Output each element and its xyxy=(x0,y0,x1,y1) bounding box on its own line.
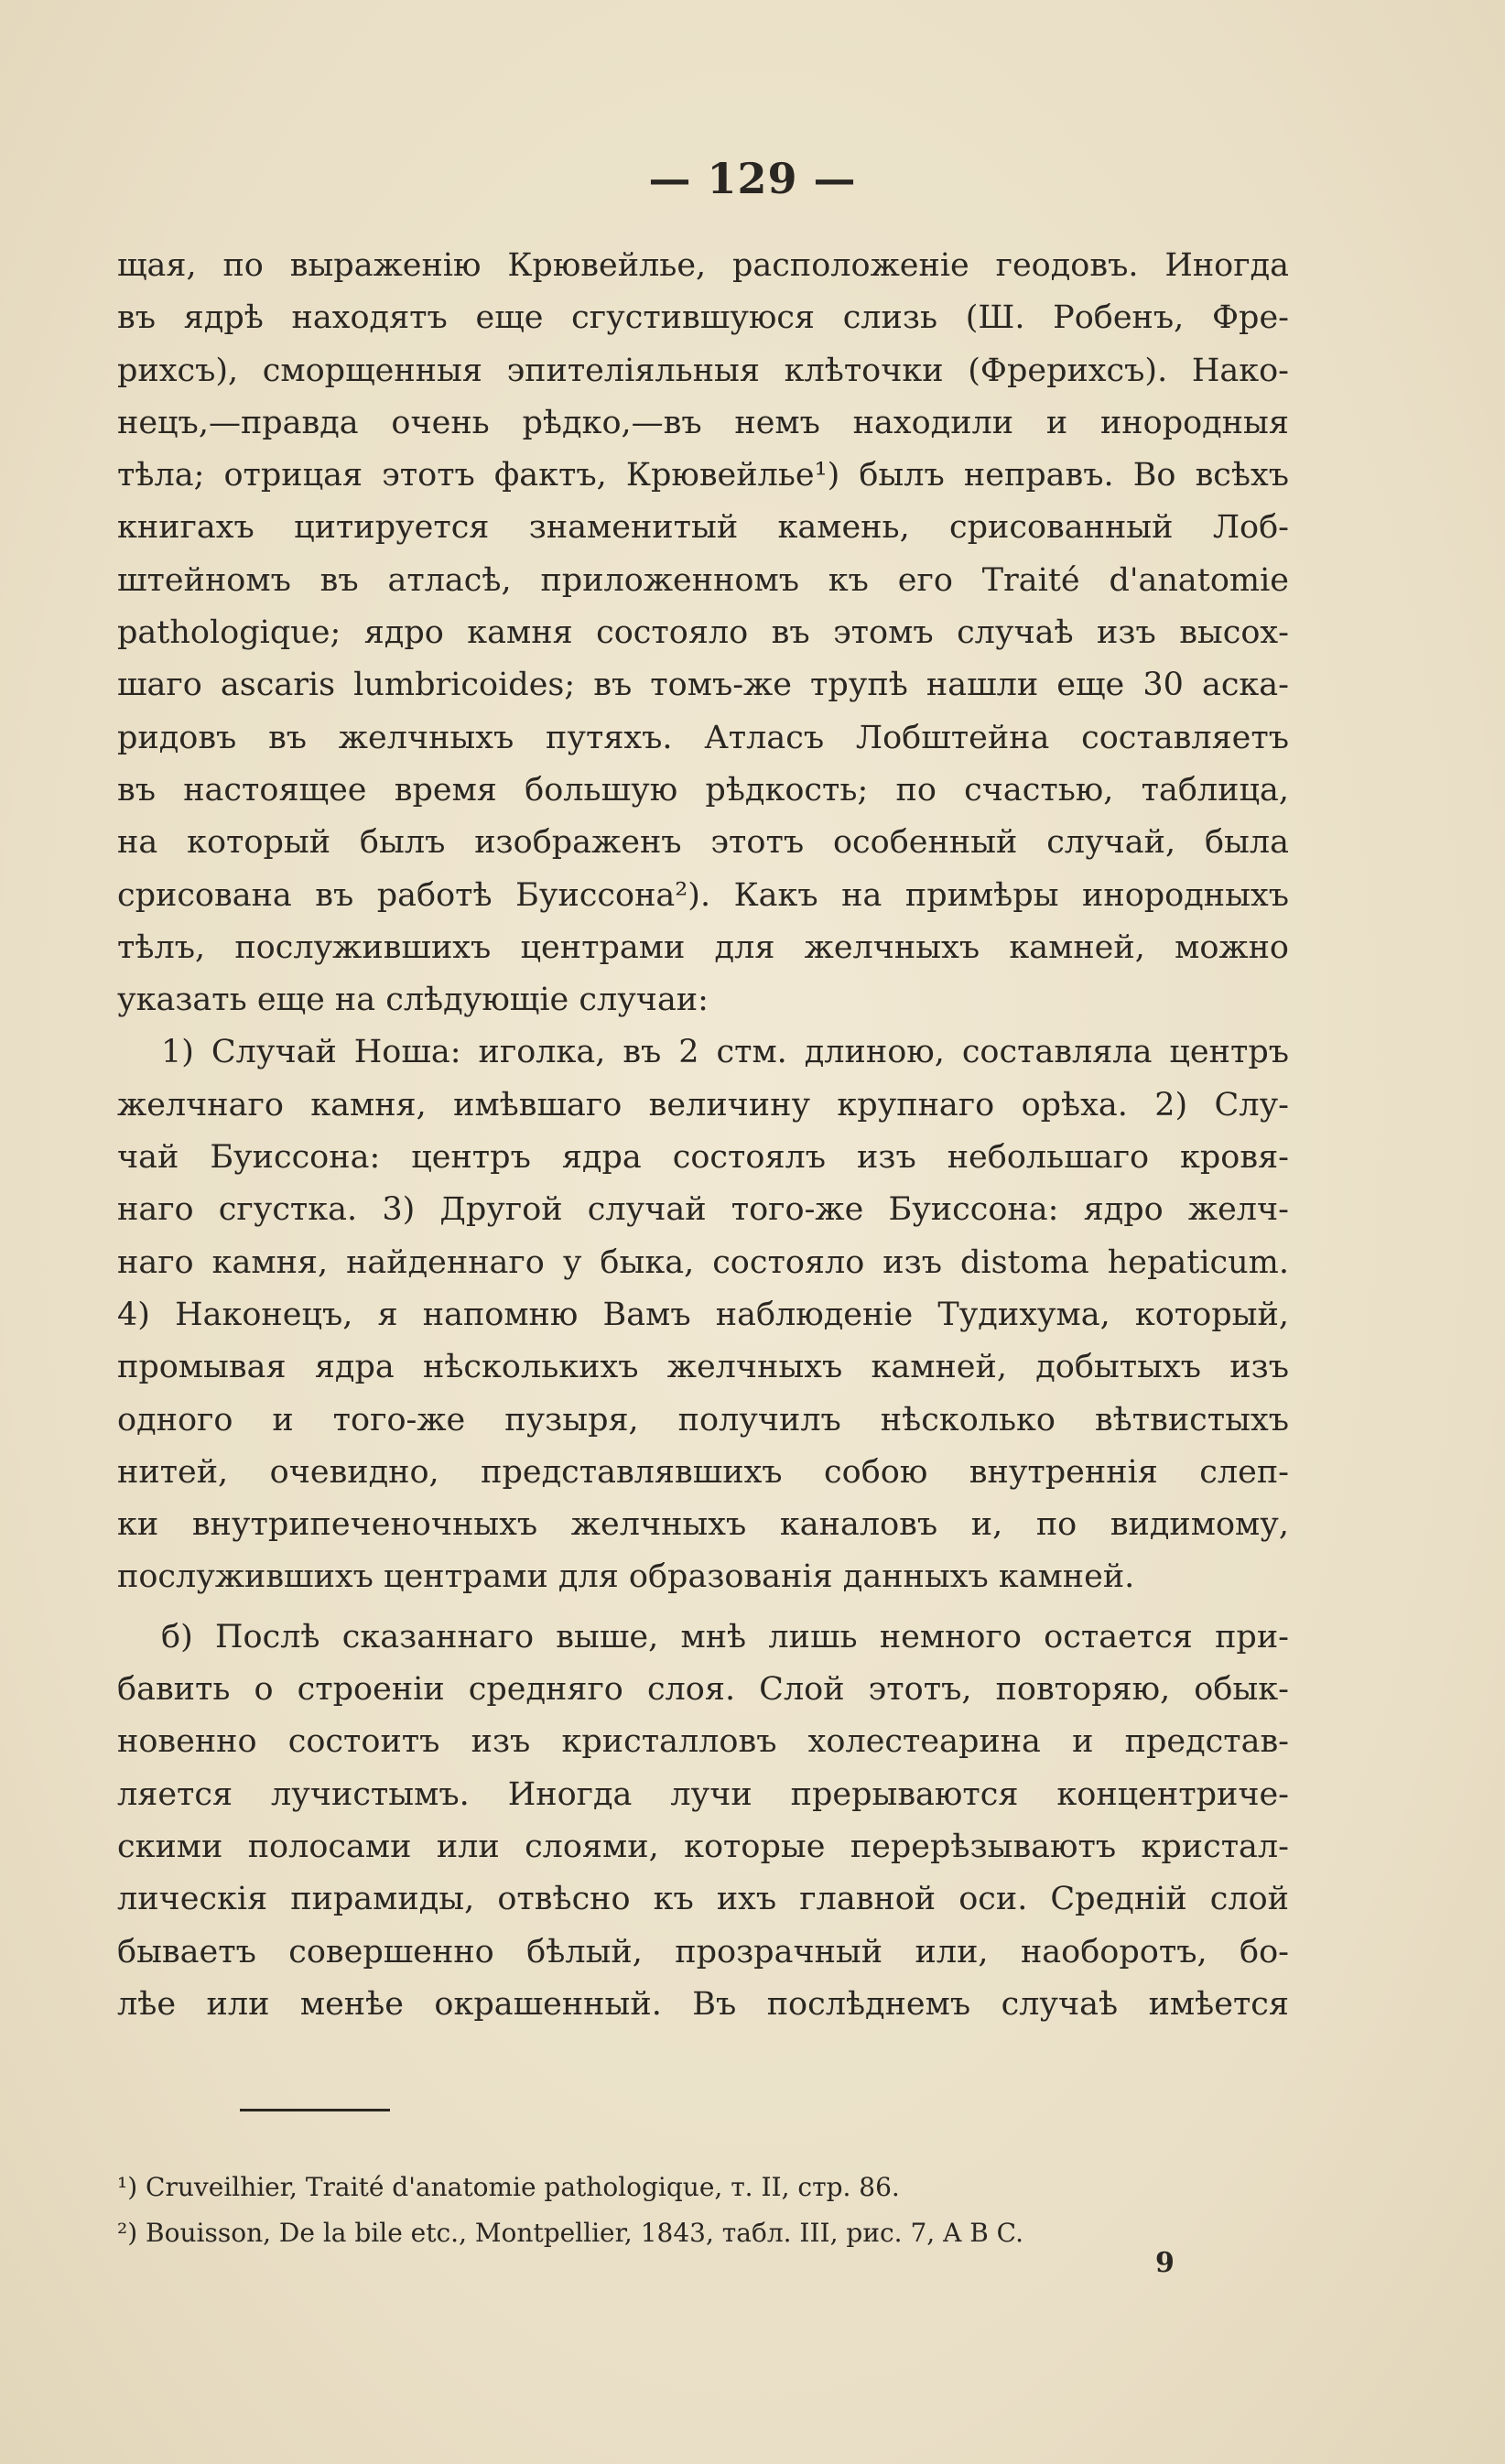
text-line: чай Буиссона: центръ ядра состоялъ изъ небольшаго кровя- xyxy=(117,1139,1289,1177)
text-line: лическія пирамиды, отвѣсно къ ихъ главной оси. Средній слой xyxy=(117,1881,1289,1918)
text-line: книгахъ цитируется знаменитый камень, срисованный Лоб- xyxy=(117,509,1289,547)
text-line: штейномъ въ атласѣ, приложенномъ къ его Traité d'anatomie xyxy=(117,561,1289,599)
footnotes xyxy=(117,2165,1289,2256)
text-line: б) Послѣ сказаннаго выше, мнѣ лишь немного остается при- xyxy=(161,1618,1289,1655)
text-line: тѣла; отрицая этотъ фактъ, Крювейлье¹) былъ неправъ. Во всѣхъ xyxy=(117,457,1289,494)
footnote-divider xyxy=(240,2109,390,2111)
text-line: на который былъ изображенъ этотъ особенный случай, была xyxy=(117,824,1289,862)
text-line: 1) Случай Ноша: иголка, въ 2 стм. длиною, составляла центръ xyxy=(161,1034,1289,1071)
text-line: нецъ,—правда очень рѣдко,—въ немъ находили и инородныя xyxy=(117,404,1289,441)
text-line: наго сгустка. 3) Другой случай того-же Буиссона: ядро желч- xyxy=(117,1191,1289,1229)
body-text xyxy=(117,240,1289,2031)
footnote: ¹) Cruveilhier, Traité d'anatomie pathologique, т. II, стр. 86. xyxy=(117,2172,900,2202)
text-line: ридовъ въ желчныхъ путяхъ. Атласъ Лобштейна составляетъ xyxy=(117,719,1289,756)
text-line: бываетъ совершенно бѣлый, прозрачный или, наоборотъ, бо- xyxy=(117,1933,1289,1970)
text-line: нитей, очевидно, представлявшихъ собою внутреннія слеп- xyxy=(117,1453,1289,1491)
text-line: промывая ядра нѣсколькихъ желчныхъ камней, добытыхъ изъ xyxy=(117,1349,1289,1386)
text-line: pathologique; ядро камня состояло въ этомъ случаѣ изъ высох- xyxy=(117,614,1289,652)
text-line: рихсъ), сморщенныя эпителіяльныя клѣточки (Фрерихсъ). Нако- xyxy=(117,352,1289,389)
text-line: желчнаго камня, имѣвшаго величину крупнаго орѣха. 2) Слу- xyxy=(117,1086,1289,1123)
text-line: ки внутрипеченочныхъ желчныхъ каналовъ и, по видимому, xyxy=(117,1506,1289,1544)
text-line: 4) Наконецъ, я напомню Вамъ наблюденіе Тудихума, который, xyxy=(117,1296,1289,1333)
text-line: срисована въ работѣ Буиссона²). Какъ на примѣры инородныхъ xyxy=(117,876,1289,914)
text-line: шаго ascaris lumbricoides; въ томъ-же трупѣ нашли еще 30 аска- xyxy=(117,667,1289,704)
text-line: лѣе или менѣе окрашенный. Въ послѣднемъ случаѣ имѣется xyxy=(117,1985,1289,2023)
text-line: наго камня, найденнаго у быка, состояло изъ distoma hepaticum. xyxy=(117,1243,1289,1281)
text-line: послужившихъ центрами для образованія данныхъ камней. xyxy=(117,1558,1135,1596)
page-number: — 129 — xyxy=(648,154,857,203)
text-line: ляется лучистымъ. Иногда лучи прерываются концентриче- xyxy=(117,1775,1289,1813)
text-line: въ настоящее время большую рѣдкость; по счастью, таблица, xyxy=(117,771,1289,809)
footnote: ²) Bouisson, De la bile etc., Montpellier, 1843, табл. III, рис. 7, A B C. xyxy=(117,2218,1024,2248)
text-line: въ ядрѣ находятъ еще сгустившуюся слизь (Ш. Робенъ, Фре- xyxy=(117,299,1289,337)
text-line: новенно состоитъ изъ кристалловъ холестеарина и представ- xyxy=(117,1723,1289,1761)
text-line: бавить о строеніи средняго слоя. Слой этотъ, повторяю, обык- xyxy=(117,1671,1289,1709)
signature-mark: 9 xyxy=(1155,2247,1175,2279)
text-line: указать еще на слѣдующіе случаи: xyxy=(117,982,709,1019)
text-line: тѣлъ, послужившихъ центрами для желчныхъ камней, можно xyxy=(117,928,1289,966)
text-line: одного и того-же пузыря, получилъ нѣсколько вѣтвистыхъ xyxy=(117,1401,1289,1438)
text-line: щая, по выраженію Крювейлье, расположеніе геодовъ. Иногда xyxy=(117,247,1289,284)
text-line: скими полосами или слоями, которые перерѣзываютъ кристал- xyxy=(117,1828,1289,1865)
